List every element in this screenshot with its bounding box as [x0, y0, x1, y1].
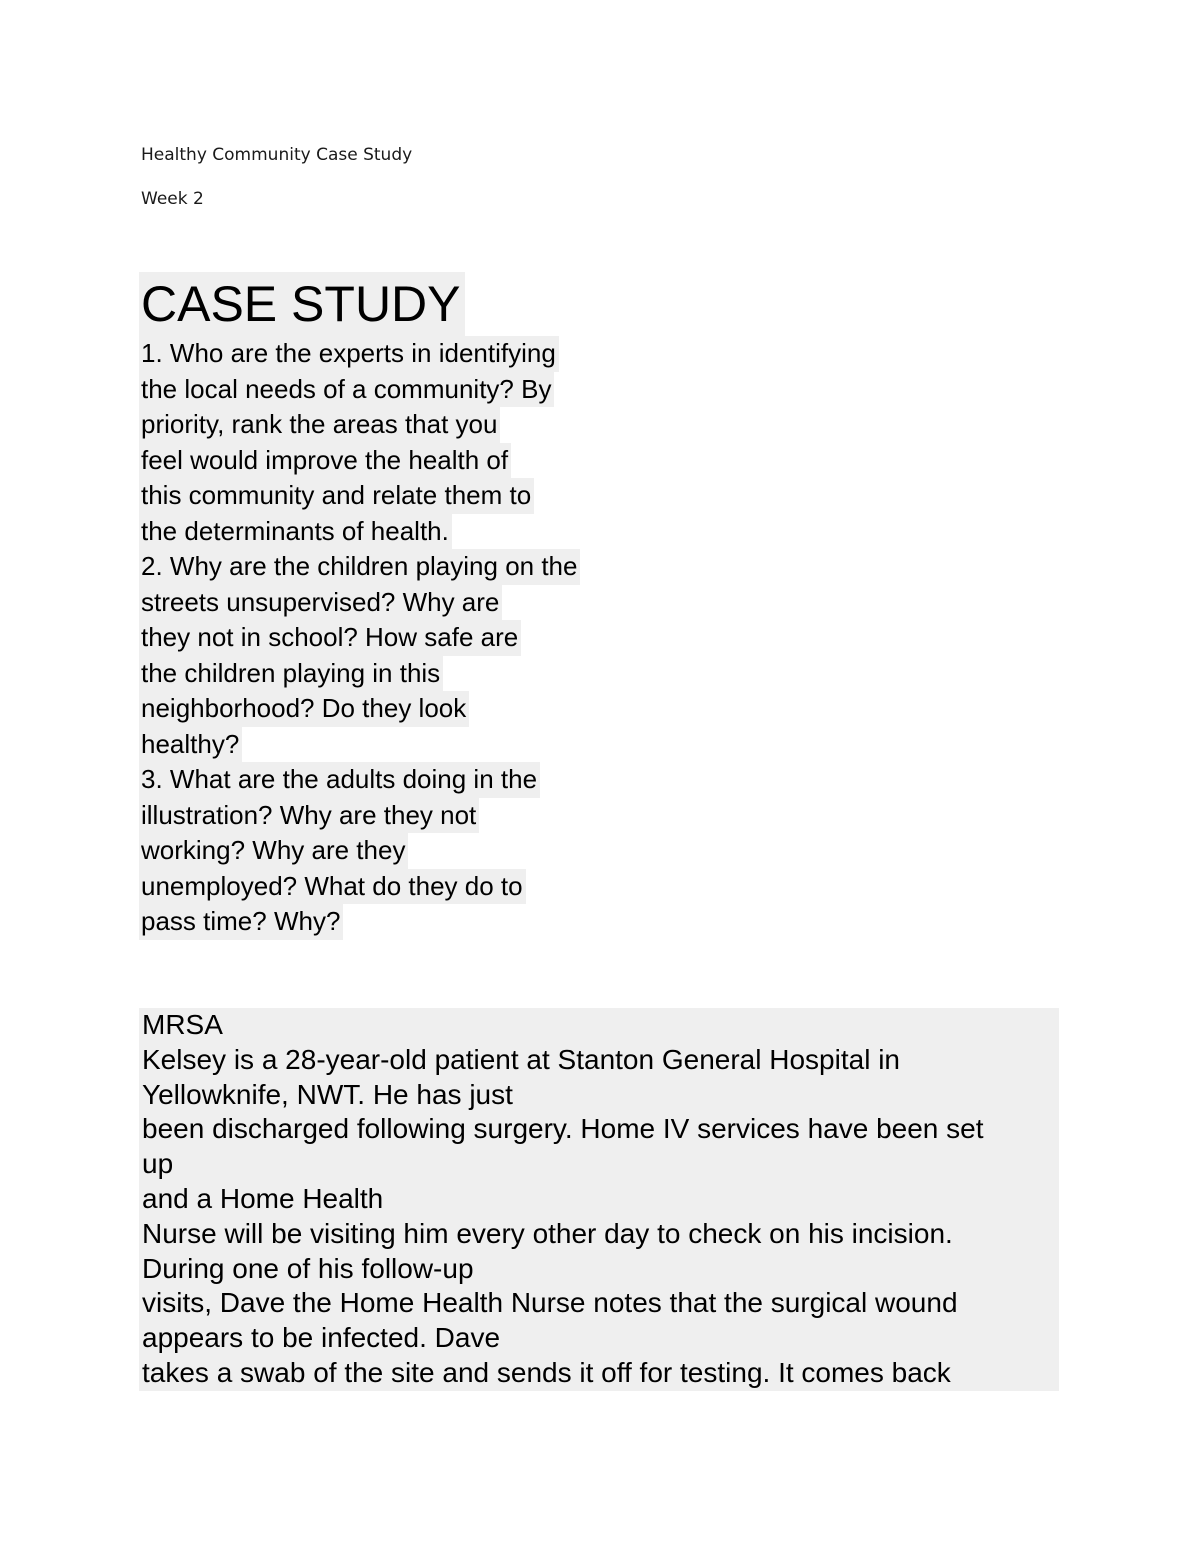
mrsa-line: up — [142, 1148, 174, 1180]
mrsa-line: appears to be infected. Dave — [142, 1322, 501, 1354]
case-study-line: illustration? Why are they not — [139, 798, 479, 834]
mrsa-section — [139, 1008, 1059, 1391]
mrsa-line: takes a swab of the site and sends it off for testing. It comes back — [142, 1356, 951, 1388]
mrsa-line: and a Home Health — [142, 1182, 384, 1214]
mrsa-line: Nurse will be visiting him every other day to check on his incision. — [142, 1217, 953, 1249]
case-study-line: the children playing in this — [139, 656, 443, 692]
document-subtitle: Week 2 — [141, 189, 204, 209]
case-study-line: healthy? — [139, 727, 242, 763]
case-study-line: working? Why are they — [139, 833, 408, 869]
case-study-heading: CASE STUDY — [139, 272, 465, 336]
mrsa-line: visits, Dave the Home Health Nurse notes that the surgical wound — [142, 1287, 958, 1319]
mrsa-line: been discharged following surgery. Home IV services have been set — [142, 1113, 984, 1145]
case-study-line: this community and relate them to — [139, 478, 534, 514]
case-study-line: they not in school? How safe are — [139, 620, 521, 656]
case-study-line: neighborhood? Do they look — [139, 691, 469, 727]
mrsa-line: Kelsey is a 28-year-old patient at Stanton General Hospital in — [142, 1043, 900, 1075]
case-study-line: 2. Why are the children playing on the — [139, 549, 580, 585]
case-study-section — [141, 272, 580, 940]
case-study-line: pass time? Why? — [139, 904, 343, 940]
case-study-line: unemployed? What do they do to — [139, 869, 526, 905]
case-study-line: 1. Who are the experts in identifying — [139, 336, 559, 372]
case-study-line: the determinants of health. — [139, 514, 452, 550]
mrsa-heading: MRSA — [142, 1009, 223, 1040]
document-title: Healthy Community Case Study — [141, 145, 413, 165]
case-study-line: 3. What are the adults doing in the — [139, 762, 540, 798]
case-study-line: the local needs of a community? By — [139, 372, 554, 408]
case-study-line: streets unsupervised? Why are — [139, 585, 502, 621]
case-study-line: feel would improve the health of — [139, 443, 511, 479]
mrsa-line: Yellowknife, NWT. He has just — [142, 1078, 513, 1110]
mrsa-line: During one of his follow-up — [142, 1252, 474, 1284]
case-study-line: priority, rank the areas that you — [139, 407, 500, 443]
